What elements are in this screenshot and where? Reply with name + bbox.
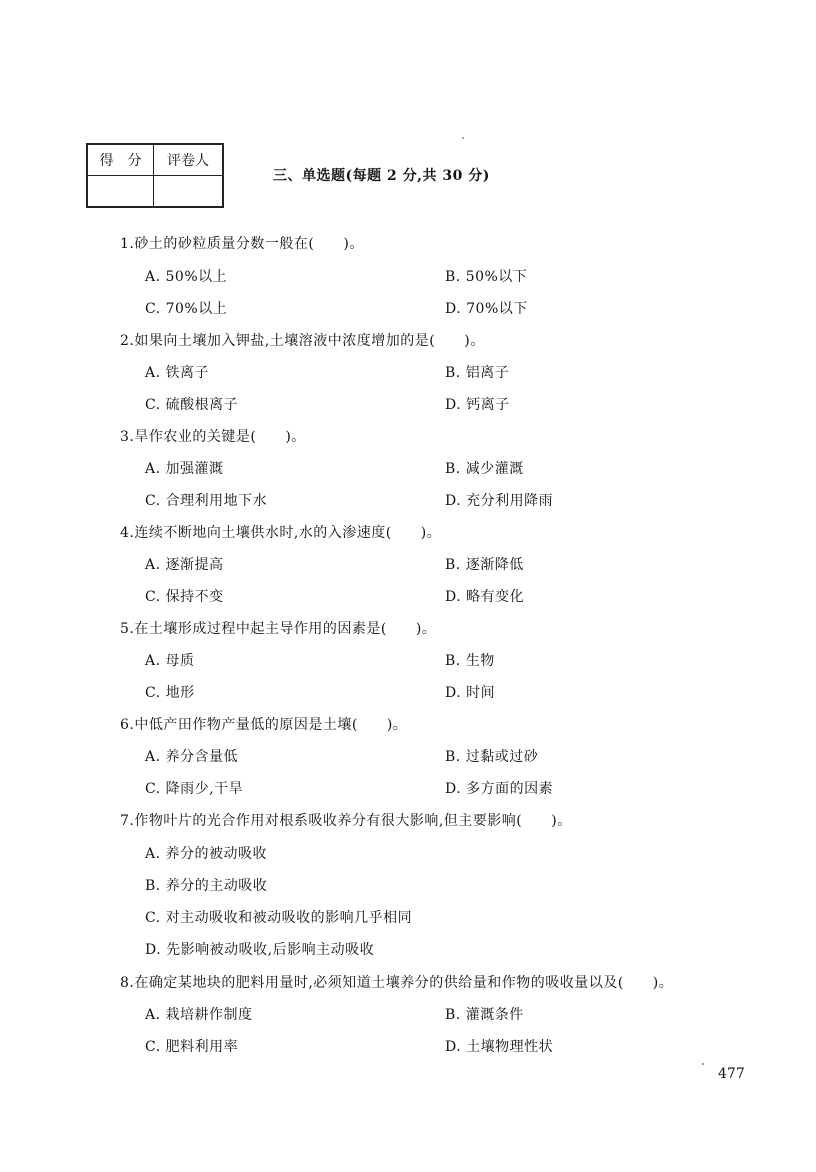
question-3-option-c[interactable]: C. 合理利用地下水 [145, 493, 268, 509]
question-3-option-a[interactable]: A. 加强灌溉 [145, 461, 224, 477]
question-7-option-a[interactable]: A. 养分的被动吸收 [145, 846, 268, 862]
question-1-stem: 1.砂土的砂粒质量分数一般在( )。 [120, 236, 364, 252]
score-label: 得 分 [87, 144, 154, 176]
question-6-option-d[interactable]: D. 多方面的因素 [445, 781, 554, 797]
grader-label: 评卷人 [154, 144, 224, 176]
question-2-option-a[interactable]: A. 铁离子 [145, 365, 210, 381]
question-8-option-a[interactable]: A. 栽培耕作制度 [145, 1007, 253, 1023]
scan-speck [702, 1063, 704, 1065]
question-7-option-d[interactable]: D. 先影响被动吸收,后影响主动吸收 [145, 942, 375, 958]
question-5-option-c[interactable]: C. 地形 [145, 685, 195, 701]
grader-cell[interactable] [154, 176, 224, 208]
scan-speck [462, 137, 464, 139]
question-8-stem: 8.在确定某地块的肥料用量时,必须知道土壤养分的供给量和作物的吸收量以及( )。 [120, 975, 674, 991]
question-1-option-a[interactable]: A. 50%以上 [145, 269, 228, 285]
page-number: 477 [718, 1066, 745, 1082]
question-7-option-c[interactable]: C. 对主动吸收和被动吸收的影响几乎相同 [145, 910, 413, 926]
question-4-option-d[interactable]: D. 略有变化 [445, 589, 525, 605]
question-3-stem: 3.旱作农业的关键是( )。 [120, 429, 306, 445]
question-8-option-b[interactable]: B. 灌溉条件 [445, 1007, 524, 1023]
question-8-option-d[interactable]: D. 土壤物理性状 [445, 1039, 554, 1055]
question-1-option-b[interactable]: B. 50%以下 [445, 269, 528, 285]
question-5-stem: 5.在土壤形成过程中起主导作用的因素是( )。 [120, 621, 437, 637]
question-4-stem: 4.连续不断地向土壤供水时,水的入渗速度( )。 [120, 525, 442, 541]
question-4-option-c[interactable]: C. 保持不变 [145, 589, 224, 605]
question-6-option-b[interactable]: B. 过黏或过砂 [445, 749, 539, 765]
question-5-option-a[interactable]: A. 母质 [145, 653, 195, 669]
question-4-option-a[interactable]: A. 逐渐提高 [145, 557, 224, 573]
question-1-option-c[interactable]: C. 70%以上 [145, 301, 228, 317]
question-6-option-a[interactable]: A. 养分含量低 [145, 749, 239, 765]
score-cell[interactable] [87, 176, 154, 208]
question-6-option-c[interactable]: C. 降雨少,干旱 [145, 781, 244, 797]
question-2-option-b[interactable]: B. 铝离子 [445, 365, 510, 381]
question-7-stem: 7.作物叶片的光合作用对根系吸收养分有很大影响,但主要影响( )。 [120, 813, 572, 829]
question-5-option-b[interactable]: B. 生物 [445, 653, 495, 669]
question-2-option-d[interactable]: D. 钙离子 [445, 397, 510, 413]
score-box [86, 143, 224, 208]
question-3-option-d[interactable]: D. 充分利用降雨 [445, 493, 554, 509]
question-5-option-d[interactable]: D. 时间 [445, 685, 496, 701]
question-8-option-c[interactable]: C. 肥料利用率 [145, 1039, 239, 1055]
question-6-stem: 6.中低产田作物产量低的原因是土壤( )。 [120, 717, 408, 733]
question-3-option-b[interactable]: B. 减少灌溉 [445, 461, 524, 477]
question-2-option-c[interactable]: C. 硫酸根离子 [145, 397, 239, 413]
question-7-option-b[interactable]: B. 养分的主动吸收 [145, 878, 268, 894]
question-4-option-b[interactable]: B. 逐渐降低 [445, 557, 524, 573]
question-1-option-d[interactable]: D. 70%以下 [445, 301, 528, 317]
section-title: 三、单选题(每题 2 分,共 30 分) [273, 168, 490, 184]
question-2-stem: 2.如果向土壤加入钾盐,土壤溶液中浓度增加的是( )。 [120, 333, 485, 349]
